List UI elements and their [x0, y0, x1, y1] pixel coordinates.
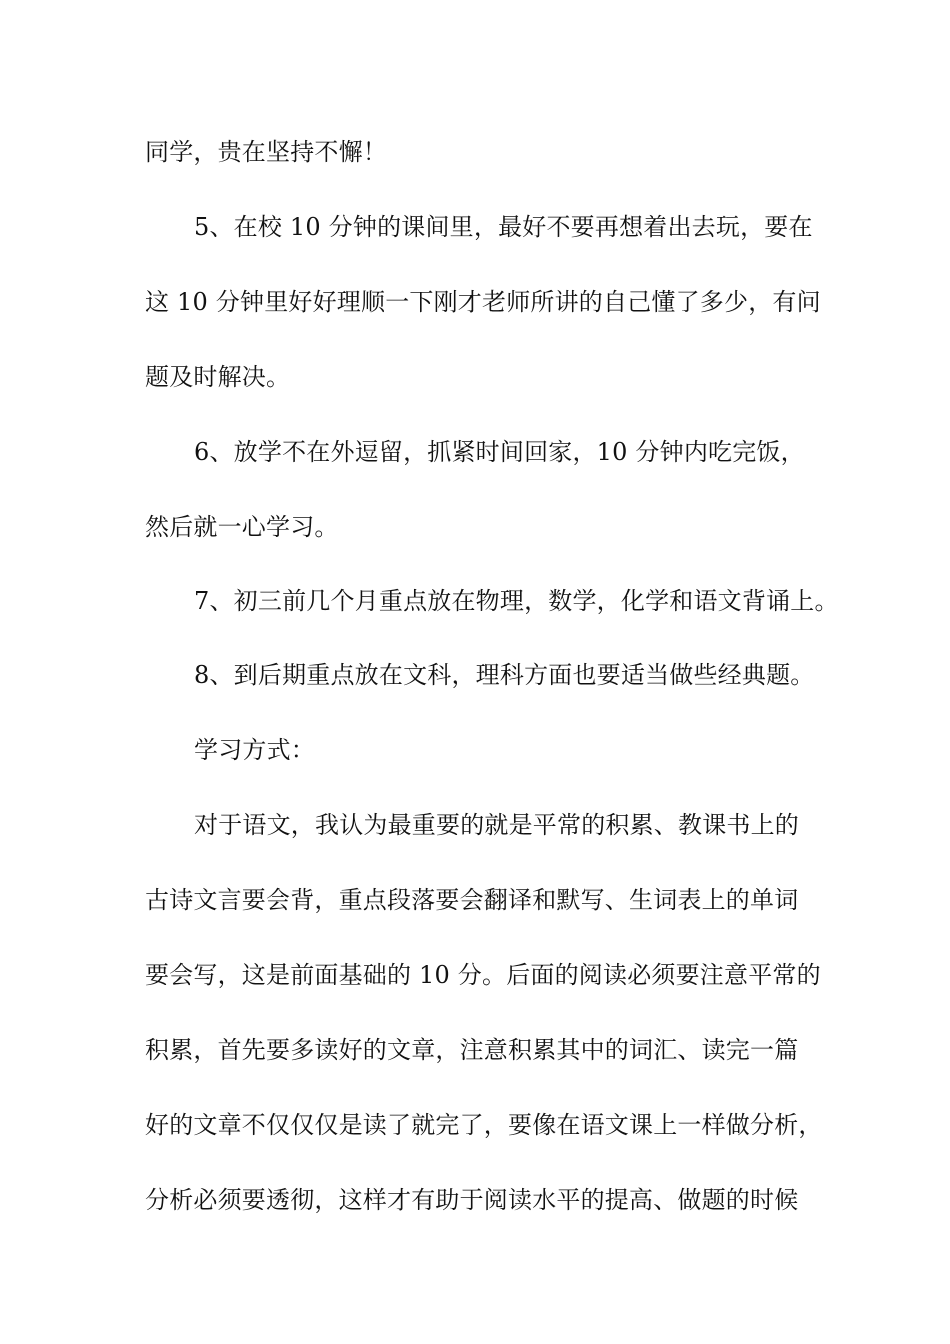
- text-line: 8、到后期重点放在文科，理科方面也要适当做些经典题。: [194, 661, 815, 689]
- text-line: 对于语文，我认为最重要的就是平常的积累、教课书上的: [194, 811, 799, 839]
- text-line: 题及时解决。: [145, 363, 291, 391]
- text-line: 分析必须要透彻，这样才有助于阅读水平的提高、做题的时候: [145, 1186, 799, 1214]
- section-heading: 学习方式：: [194, 736, 315, 764]
- text-line: 6、放学不在外逗留，抓紧时间回家，10 分钟内吃完饭，: [194, 438, 805, 466]
- text-line: 这 10 分钟里好好理顺一下刚才老师所讲的自己懂了多少，有问: [145, 288, 821, 316]
- text-line: 要会写，这是前面基础的 10 分。后面的阅读必须要注意平常的: [145, 961, 821, 989]
- text-line: 7、初三前几个月重点放在物理，数学，化学和语文背诵上。: [194, 587, 839, 615]
- text-line: 同学，贵在坚持不懈！: [145, 138, 387, 166]
- text-line: 好的文章不仅仅仅是读了就完了，要像在语文课上一样做分析，: [145, 1111, 823, 1139]
- text-line: 积累，首先要多读好的文章，注意积累其中的词汇、读完一篇: [145, 1036, 799, 1064]
- text-line: 然后就一心学习。: [145, 513, 339, 541]
- text-line: 5、在校 10 分钟的课间里，最好不要再想着出去玩，要在: [194, 213, 813, 241]
- text-line: 古诗文言要会背，重点段落要会翻译和默写、生词表上的单词: [145, 886, 799, 914]
